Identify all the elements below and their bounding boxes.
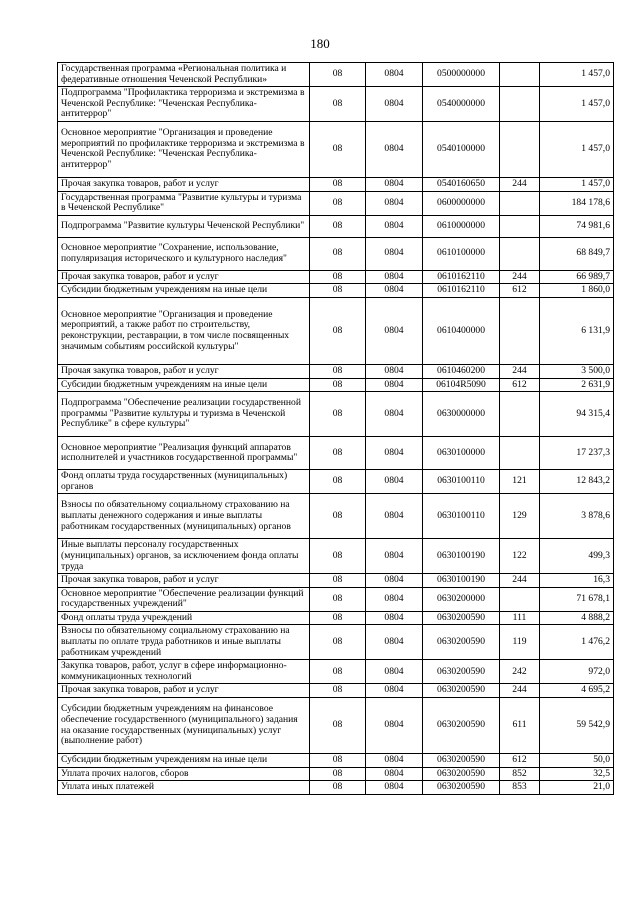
row-amount: 184 178,6: [540, 191, 614, 215]
row-amount: 1 860,0: [540, 284, 614, 298]
row-section: 08: [310, 625, 366, 660]
row-amount: 4 695,2: [540, 684, 614, 698]
row-target-article: 0630200590: [423, 781, 500, 795]
row-subsection: 0804: [366, 698, 423, 754]
table-row: [58, 698, 614, 754]
row-subsection: 0804: [366, 364, 423, 378]
row-amount: 1 457,0: [540, 87, 614, 122]
table-row: [58, 87, 614, 122]
row-name: Субсидии бюджетным учреждениям на финансовое обеспечение государственного (муниципального) задания на оказание государственных (муниципальных) услуг (выполнение работ): [58, 698, 310, 754]
table-row: [58, 767, 614, 781]
row-name: Основное мероприятие "Обеспечение реализации функций государственных учреждений": [58, 587, 310, 611]
table-row: [58, 625, 614, 660]
table-row: [58, 392, 614, 437]
row-target-article: 0630200000: [423, 587, 500, 611]
row-subsection: 0804: [366, 611, 423, 625]
row-subsection: 0804: [366, 121, 423, 177]
row-amount: 3 878,6: [540, 494, 614, 539]
row-section: 08: [310, 87, 366, 122]
row-target-article: 0630100000: [423, 437, 500, 470]
row-name: Субсидии бюджетным учреждениям на иные цели: [58, 378, 310, 392]
table-row: [58, 437, 614, 470]
row-section: 08: [310, 392, 366, 437]
row-expense-type: [500, 237, 540, 270]
row-target-article: 0630000000: [423, 392, 500, 437]
row-subsection: 0804: [366, 177, 423, 191]
row-amount: 499,3: [540, 539, 614, 574]
row-name: Прочая закупка товаров, работ и услуг: [58, 574, 310, 588]
row-target-article: 0610162110: [423, 270, 500, 284]
row-amount: 2 631,9: [540, 378, 614, 392]
row-target-article: 0540000000: [423, 87, 500, 122]
row-expense-type: [500, 191, 540, 215]
row-subsection: 0804: [366, 87, 423, 122]
row-name: Государственная программа "Развитие культуры и туризма в Чеченской Республике": [58, 191, 310, 215]
row-expense-type: 119: [500, 625, 540, 660]
row-expense-type: [500, 437, 540, 470]
budget-table: [57, 62, 614, 795]
row-amount: 3 500,0: [540, 364, 614, 378]
row-section: 08: [310, 215, 366, 237]
row-subsection: 0804: [366, 284, 423, 298]
row-section: 08: [310, 494, 366, 539]
row-section: 08: [310, 237, 366, 270]
row-section: 08: [310, 191, 366, 215]
row-name: Субсидии бюджетным учреждениям на иные цели: [58, 754, 310, 768]
row-subsection: 0804: [366, 215, 423, 237]
row-subsection: 0804: [366, 494, 423, 539]
row-expense-type: 611: [500, 698, 540, 754]
row-target-article: 0630200590: [423, 754, 500, 768]
row-section: 08: [310, 684, 366, 698]
row-target-article: 0500000000: [423, 63, 500, 87]
row-target-article: 0610100000: [423, 237, 500, 270]
row-section: 08: [310, 574, 366, 588]
row-target-article: 0540160650: [423, 177, 500, 191]
row-subsection: 0804: [366, 63, 423, 87]
table-row: [58, 270, 614, 284]
row-subsection: 0804: [366, 754, 423, 768]
row-name: Субсидии бюджетным учреждениям на иные цели: [58, 284, 310, 298]
row-section: 08: [310, 611, 366, 625]
row-name: Основное мероприятие "Сохранение, использование, популяризация исторического и культурного наследия": [58, 237, 310, 270]
row-subsection: 0804: [366, 767, 423, 781]
row-name: Прочая закупка товаров, работ и услуг: [58, 270, 310, 284]
row-section: 08: [310, 437, 366, 470]
table-row: [58, 470, 614, 494]
row-section: 08: [310, 781, 366, 795]
row-expense-type: 244: [500, 364, 540, 378]
row-expense-type: 122: [500, 539, 540, 574]
row-target-article: 0540100000: [423, 121, 500, 177]
row-subsection: 0804: [366, 392, 423, 437]
row-expense-type: [500, 121, 540, 177]
row-section: 08: [310, 284, 366, 298]
row-section: 08: [310, 539, 366, 574]
row-expense-type: 244: [500, 574, 540, 588]
row-target-article: 06104R5090: [423, 378, 500, 392]
row-name: Подпрограмма "Обеспечение реализации государственной программы "Развитие культуры и туризма в Чеченской Республике" в сфере культуры": [58, 392, 310, 437]
row-expense-type: 612: [500, 284, 540, 298]
row-name: Фонд оплаты труда учреждений: [58, 611, 310, 625]
row-expense-type: 612: [500, 378, 540, 392]
table-row: [58, 781, 614, 795]
row-section: 08: [310, 754, 366, 768]
row-subsection: 0804: [366, 625, 423, 660]
row-name: Прочая закупка товаров, работ и услуг: [58, 177, 310, 191]
row-name: Подпрограмма "Профилактика терроризма и экстремизма в Чеченской Республике: "Чеченская Республика-антитеррор": [58, 87, 310, 122]
row-expense-type: 121: [500, 470, 540, 494]
table-row: [58, 611, 614, 625]
row-name: Прочая закупка товаров, работ и услуг: [58, 684, 310, 698]
row-subsection: 0804: [366, 587, 423, 611]
row-name: Государственная программа «Региональная политика и федеративные отношения Чеченской Республики»: [58, 63, 310, 87]
row-subsection: 0804: [366, 270, 423, 284]
row-amount: 71 678,1: [540, 587, 614, 611]
table-row: [58, 63, 614, 87]
row-section: 08: [310, 378, 366, 392]
row-name: Иные выплаты персоналу государственных (муниципальных) органов, за исключением фонда оплаты труда: [58, 539, 310, 574]
row-amount: 6 131,9: [540, 297, 614, 364]
table-row: [58, 121, 614, 177]
row-target-article: 0630200590: [423, 767, 500, 781]
row-expense-type: [500, 392, 540, 437]
row-name: Фонд оплаты труда государственных (муниципальных) органов: [58, 470, 310, 494]
row-subsection: 0804: [366, 660, 423, 684]
table-row: [58, 660, 614, 684]
row-target-article: 0600000000: [423, 191, 500, 215]
row-target-article: 0610400000: [423, 297, 500, 364]
row-name: Взносы по обязательному социальному страхованию на выплаты по оплате труда работников и иные выплаты работникам учреждений: [58, 625, 310, 660]
table-row: [58, 587, 614, 611]
row-amount: 66 989,7: [540, 270, 614, 284]
row-name: Уплата прочих налогов, сборов: [58, 767, 310, 781]
row-name: Основное мероприятие "Реализация функций аппаратов исполнителей и участников государственной программы": [58, 437, 310, 470]
row-subsection: 0804: [366, 297, 423, 364]
row-name: Закупка товаров, работ, услуг в сфере информационно-коммуникационных технологий: [58, 660, 310, 684]
row-target-article: 0630200590: [423, 611, 500, 625]
row-target-article: 0610460200: [423, 364, 500, 378]
row-target-article: 0630100190: [423, 539, 500, 574]
row-expense-type: 853: [500, 781, 540, 795]
row-name: Уплата иных платежей: [58, 781, 310, 795]
row-expense-type: 244: [500, 270, 540, 284]
page-number: 180: [310, 36, 330, 51]
row-expense-type: [500, 587, 540, 611]
row-section: 08: [310, 587, 366, 611]
row-name: Основное мероприятие "Организация и проведение мероприятий, а также работ по строительству, реконструкции, реставрации, в том числе посвященных значимым событиям российской культуры": [58, 297, 310, 364]
row-section: 08: [310, 660, 366, 684]
table-row: [58, 177, 614, 191]
table-row: [58, 191, 614, 215]
row-amount: 1 457,0: [540, 63, 614, 87]
table-row: [58, 378, 614, 392]
row-expense-type: 129: [500, 494, 540, 539]
table-row: [58, 539, 614, 574]
row-section: 08: [310, 470, 366, 494]
row-target-article: 0630100110: [423, 494, 500, 539]
row-subsection: 0804: [366, 574, 423, 588]
row-amount: 4 888,2: [540, 611, 614, 625]
row-amount: 32,5: [540, 767, 614, 781]
table-row: [58, 297, 614, 364]
row-expense-type: [500, 63, 540, 87]
row-amount: 50,0: [540, 754, 614, 768]
row-amount: 17 237,3: [540, 437, 614, 470]
row-target-article: 0610162110: [423, 284, 500, 298]
table-row: [58, 684, 614, 698]
row-name: Прочая закупка товаров, работ и услуг: [58, 364, 310, 378]
row-target-article: 0630100110: [423, 470, 500, 494]
row-target-article: 0630200590: [423, 698, 500, 754]
row-subsection: 0804: [366, 437, 423, 470]
row-name: Взносы по обязательному социальному страхованию на выплаты денежного содержания и иные выплаты работникам государственных (муниципальных) органов: [58, 494, 310, 539]
row-expense-type: 242: [500, 660, 540, 684]
row-expense-type: [500, 297, 540, 364]
row-expense-type: 852: [500, 767, 540, 781]
row-amount: 16,3: [540, 574, 614, 588]
row-section: 08: [310, 767, 366, 781]
row-subsection: 0804: [366, 684, 423, 698]
row-target-article: 0610000000: [423, 215, 500, 237]
row-section: 08: [310, 698, 366, 754]
table-row: [58, 754, 614, 768]
table-row: [58, 215, 614, 237]
row-subsection: 0804: [366, 470, 423, 494]
row-target-article: 0630200590: [423, 625, 500, 660]
row-section: 08: [310, 177, 366, 191]
row-subsection: 0804: [366, 191, 423, 215]
row-amount: 94 315,4: [540, 392, 614, 437]
budget-table-body: [58, 63, 614, 795]
row-target-article: 0630200590: [423, 684, 500, 698]
row-amount: 972,0: [540, 660, 614, 684]
row-expense-type: [500, 87, 540, 122]
row-section: 08: [310, 121, 366, 177]
row-subsection: 0804: [366, 378, 423, 392]
row-section: 08: [310, 297, 366, 364]
row-section: 08: [310, 270, 366, 284]
row-amount: 12 843,2: [540, 470, 614, 494]
row-target-article: 0630200590: [423, 660, 500, 684]
table-row: [58, 494, 614, 539]
row-amount: 1 457,0: [540, 121, 614, 177]
table-row: [58, 237, 614, 270]
table-row: [58, 364, 614, 378]
row-amount: 21,0: [540, 781, 614, 795]
row-amount: 59 542,9: [540, 698, 614, 754]
row-expense-type: 244: [500, 177, 540, 191]
row-amount: 1 476,2: [540, 625, 614, 660]
row-amount: 74 981,6: [540, 215, 614, 237]
table-row: [58, 284, 614, 298]
row-subsection: 0804: [366, 539, 423, 574]
row-amount: 1 457,0: [540, 177, 614, 191]
row-expense-type: 612: [500, 754, 540, 768]
row-expense-type: 244: [500, 684, 540, 698]
row-target-article: 0630100190: [423, 574, 500, 588]
row-expense-type: [500, 215, 540, 237]
row-amount: 68 849,7: [540, 237, 614, 270]
row-subsection: 0804: [366, 781, 423, 795]
row-section: 08: [310, 364, 366, 378]
row-name: Основное мероприятие "Организация и проведение мероприятий по профилактике терроризма и экстремизма в Чеченской Республике: "Чеченская Республика-антитеррор": [58, 121, 310, 177]
row-subsection: 0804: [366, 237, 423, 270]
row-expense-type: 111: [500, 611, 540, 625]
table-row: [58, 574, 614, 588]
row-section: 08: [310, 63, 366, 87]
row-name: Подпрограмма "Развитие культуры Чеченской Республики": [58, 215, 310, 237]
